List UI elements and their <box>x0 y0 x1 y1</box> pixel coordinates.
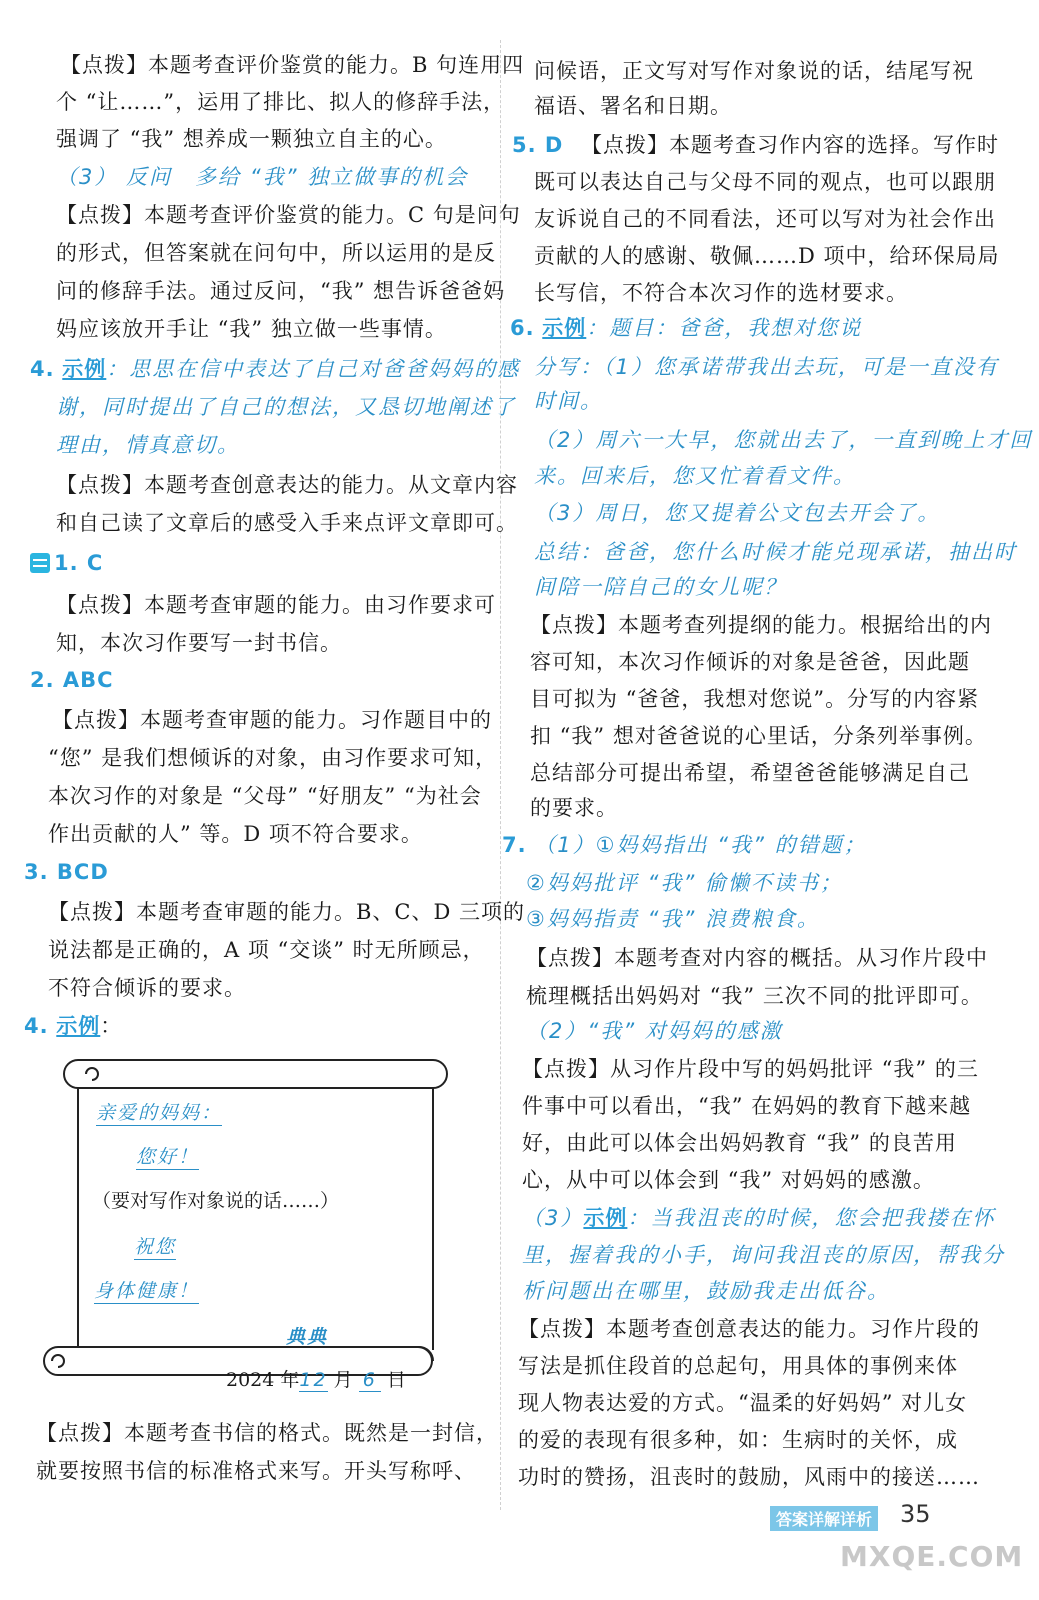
question-number: 6. <box>510 316 535 340</box>
question-number: 4. <box>24 1014 49 1038</box>
text-line: 的形式，但答案就在问句中，所以运用的是反 <box>56 241 496 265</box>
question-5-line <box>512 130 999 160</box>
text-line: 【点拨】本题考查审题的能力。由习作要求可 <box>56 593 496 617</box>
answer-line: ③妈妈指责 “我” 浪费粮食。 <box>526 907 820 931</box>
answer-line: （3） 反问 多给 “我” 独立做事的机会 <box>56 165 469 189</box>
text-line: 扣 “我” 想对爸爸说的心里话，分条列举事例。 <box>530 724 987 748</box>
answer-line: 来。回来后，您又忙着看文件。 <box>534 464 856 488</box>
question-number: 3. BCD <box>24 860 109 884</box>
watermark: MXQE.COM <box>840 1540 1024 1573</box>
text-line: 的要求。 <box>530 796 618 820</box>
question-number: 4. <box>30 357 55 381</box>
answer-3-line <box>522 1203 995 1233</box>
letter-signature: 典典 <box>286 1326 329 1348</box>
answer-text: ：题目：爸爸，我想对您说 <box>586 316 863 340</box>
text-line: 不符合倾诉的要求。 <box>48 976 246 1000</box>
colon: ： <box>100 1014 123 1038</box>
text-line: 说法都是正确的，A 项 “交谈” 时无所顾忌， <box>48 938 485 962</box>
text-line: 【点拨】本题考查评价鉴赏的能力。B 句连用四 <box>60 53 525 77</box>
text-line: 【点拨】本题考查审题的能力。习作题目中的 <box>52 708 492 732</box>
answer-line: （2）周六一大早，您就出去了，一直到晚上才回 <box>534 428 1033 452</box>
section-1-line <box>30 548 103 578</box>
date-day: 6 <box>359 1369 381 1392</box>
page-number: 35 <box>900 1500 931 1528</box>
example-label: 示例 <box>62 356 107 381</box>
section-4-line <box>24 1011 122 1041</box>
text-line: 就要按照书信的标准格式来写。开头写称呼、 <box>36 1459 476 1483</box>
answer-line: 谢，同时提出了自己的想法，又恳切地阐述了 <box>56 395 516 419</box>
text-line: 【点拨】本题考查创意表达的能力。从文章内容 <box>56 473 518 497</box>
text-line: 心，从中可以体会到 “我” 对妈妈的感激。 <box>522 1168 935 1192</box>
date-day-unit: 日 <box>386 1369 406 1391</box>
answer-line: 间陪一陪自己的女儿呢？ <box>534 575 787 599</box>
text-line: 作出贡献的人” 等。D 项不符合要求。 <box>48 822 423 846</box>
text-line: 好，由此可以体会出妈妈教育 “我” 的良苦用 <box>522 1131 957 1155</box>
text-line: 总结部分可提出希望，希望爸爸能够满足自己 <box>530 761 970 785</box>
text-line: 长写信，不符合本次习作的选材要求。 <box>534 281 908 305</box>
question-6-line <box>510 313 862 343</box>
question-number: 5. D <box>512 133 564 157</box>
answer-line: 时间。 <box>534 389 603 413</box>
text-line: 件事中可以看出，“我” 在妈妈的教育下越来越 <box>522 1094 972 1118</box>
text-line: 的爱的表现有很多种，如：生病时的关怀，成 <box>518 1428 958 1452</box>
text-line: 问的修辞手法。通过反问，“我” 想告诉爸爸妈 <box>56 279 506 303</box>
question-4-line <box>30 354 520 384</box>
answer-line: 里，握着我的小手，询问我沮丧的原因，帮我分 <box>522 1243 1005 1267</box>
text-line: 【点拨】本题考查审题的能力。B、C、D 三项的 <box>48 900 526 924</box>
text-line: 梳理概括出妈妈对 “我” 三次不同的批评即可。 <box>526 984 983 1008</box>
text-line: 【点拨】本题考查评价鉴赏的能力。C 句是问句 <box>56 203 521 227</box>
text-line: 【点拨】从习作片段中写的妈妈批评 “我” 的三 <box>522 1057 979 1081</box>
letter-greeting: 亲爱的妈妈： <box>96 1098 222 1126</box>
text-line: 贡献的人的感谢、敬佩……D 项中，给环保局局 <box>534 244 1000 268</box>
question-number: 2. ABC <box>30 668 114 692</box>
text-line: 写法是抓住段首的总起句，用具体的事例来体 <box>518 1354 958 1378</box>
text-line: 本次习作的对象是 “父母” “好朋友” “为社会 <box>48 784 482 808</box>
answer-text: ：思思在信中表达了自己对爸爸妈妈的感 <box>106 357 521 381</box>
answer-line: 总结：爸爸，您什么时候才能兑现承诺，抽出时 <box>534 540 1017 564</box>
answer-line: 理由，情真意切。 <box>56 433 240 457</box>
example-label: 示例 <box>542 315 587 340</box>
text-line: 功时的赞扬，沮丧时的鼓励，风雨中的接送…… <box>518 1465 980 1489</box>
date-month-unit: 月 <box>333 1369 353 1391</box>
text: 【点拨】本题考查习作内容的选择。写作时 <box>581 133 1000 157</box>
text-line: 目可拟为 “爸爸，我想对您说”。分写的内容紧 <box>530 687 980 711</box>
example-label: 示例 <box>583 1205 628 1230</box>
answer-text: （1）①妈妈指出 “我” 的错题； <box>534 833 867 857</box>
text-line: 【点拨】本题考查列提纲的能力。根据给出的内 <box>530 613 992 637</box>
letter-body: （要对写作对象说的话……） <box>92 1190 340 1212</box>
text-line: 妈应该放开手让 “我” 独立做一些事情。 <box>56 317 447 341</box>
section-list-icon <box>30 553 50 573</box>
letter-date <box>226 1365 406 1392</box>
date-month: 12 <box>299 1369 328 1391</box>
text-line: 知，本次习作要写一封书信。 <box>56 631 342 655</box>
letter-scroll <box>38 1050 448 1410</box>
letter-health: 身体健康！ <box>94 1276 199 1304</box>
question-7-line <box>502 830 867 860</box>
footer-label: 答案详解详析 <box>770 1506 878 1531</box>
text-line: 强调了 “我” 想养成一颗独立自主的心。 <box>56 127 447 151</box>
answer-line: 析问题出在哪里，鼓励我走出低谷。 <box>522 1279 890 1303</box>
text-line: 容可知，本次习作倾诉的对象是爸爸，因此题 <box>530 650 970 674</box>
question-number: 1. C <box>54 551 104 575</box>
date-year: 2024 年 <box>226 1369 300 1391</box>
text-line: 现人物表达爱的方式。“温柔的好妈妈” 对儿女 <box>518 1391 968 1415</box>
text-line: 问候语，正文写对写作对象说的话，结尾写祝 <box>534 59 974 83</box>
example-label: 示例 <box>56 1013 101 1038</box>
column-divider <box>500 40 501 1510</box>
text-line: 【点拨】本题考查创意表达的能力。习作片段的 <box>518 1317 980 1341</box>
question-number: 7. <box>502 833 527 857</box>
text-line: 个 “让……”，运用了排比、拟人的修辞手法， <box>56 90 506 114</box>
letter-hello: 您好！ <box>136 1142 199 1170</box>
text-line: “您” 是我们想倾诉的对象，由习作要求可知， <box>48 746 498 770</box>
text-line: 既可以表达自己与父母不同的观点，也可以跟朋 <box>534 170 996 194</box>
answer-line: ②妈妈批评 “我” 偷懒不读书； <box>526 871 843 895</box>
text-line: 友诉说自己的不同看法，还可以写对为社会作出 <box>534 207 996 231</box>
text-line: 福语、署名和日期。 <box>534 94 732 118</box>
answer-prefix: （3） <box>522 1206 584 1230</box>
text-line: 【点拨】本题考查书信的格式。既然是一封信， <box>36 1421 498 1445</box>
answer-line: （3）周日，您又提着公文包去开会了。 <box>534 501 941 525</box>
letter-wish: 祝您 <box>134 1232 176 1260</box>
text-line: 和自己读了文章后的感受入手来点评文章即可。 <box>56 511 518 535</box>
answer-line: 分写：（1）您承诺带我出去玩，可是一直没有 <box>534 355 999 379</box>
answer-text: ：当我沮丧的时候，您会把我搂在怀 <box>627 1206 996 1230</box>
answer-line: （2）“我” 对妈妈的感激 <box>526 1019 783 1043</box>
text-line: 【点拨】本题考查对内容的概括。从习作片段中 <box>526 946 988 970</box>
